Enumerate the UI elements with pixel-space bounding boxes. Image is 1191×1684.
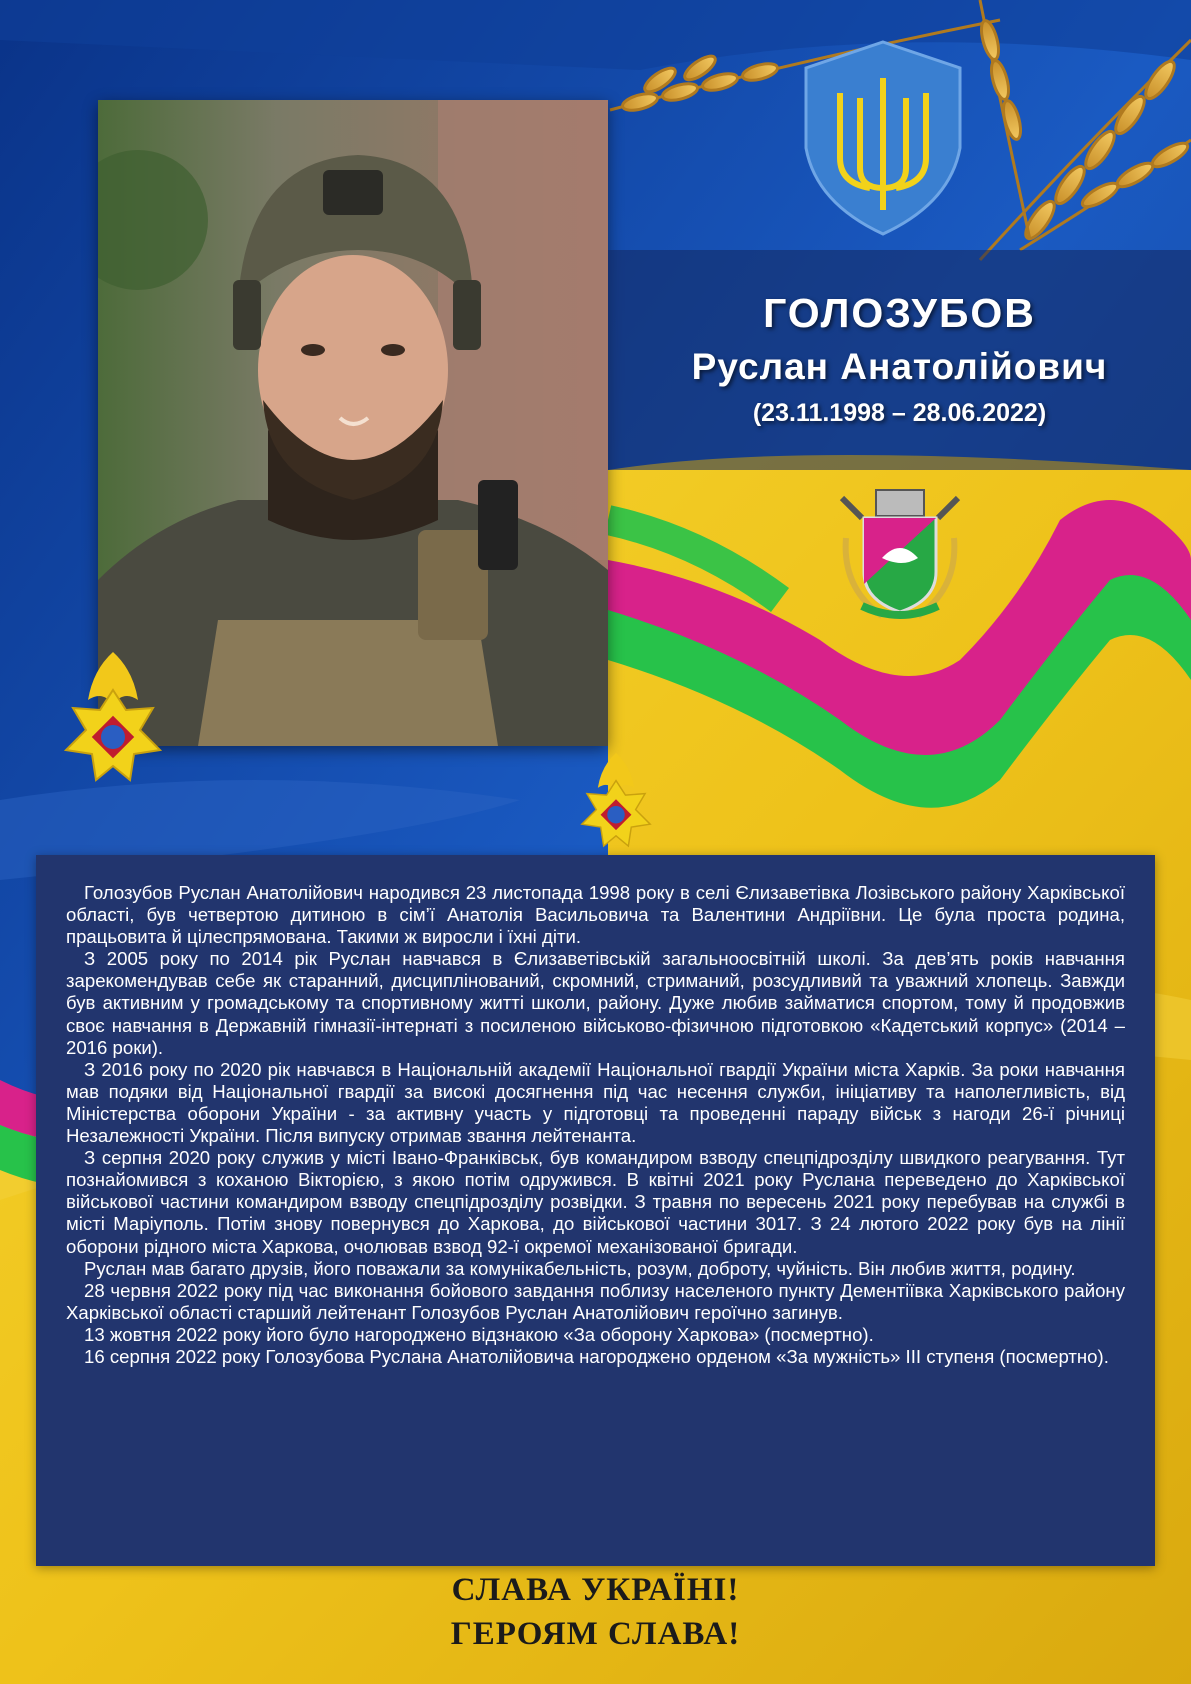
hero-life-dates: (23.11.1998 – 28.06.2022) — [752, 399, 1047, 427]
slogan-glory-heroes: ГЕРОЯМ СЛАВА! — [450, 1616, 741, 1652]
bio-paragraph: 28 червня 2022 року під час виконання бойового завдання поблизу населеного пункту Дементіївка Харківського району Харківської області старший лейтенант Голозубов Руслан Анатолійович героїчно загинув. — [66, 1279, 1125, 1323]
slogan-glory-ukraine: СЛАВА УКРАЇНІ! — [451, 1572, 740, 1608]
bio-paragraph: З 2005 року по 2014 рік Руслан навчався в Єлизаветівській загальноосвітній школі. За дев’ять років навчання зарекомендував себе як старанний, дисциплінований, скромний, стриманий, розсудливий та уважний хлопець. Завжди був активним у громадському та спортивному житті школи, району. Дуже любив займатися спортом, тому й продовжив своє навчання в Державній гімназії-інтернаті з посиленою військово-фізичною підготовкою «Кадетський корпус» (2014 – 2016 роки). — [66, 948, 1125, 1058]
bio-paragraph: Голозубов Руслан Анатолійович народився 23 листопада 1998 року в селі Єлизаветівка Лозівського району Харківської області, був четвертою дитиною в сім’ї Анатолія Васильовича та Валентини Андріївни. Це була проста родина, працьовита й цілеспрямована. Такими ж виросли і їхні діти. — [66, 882, 1125, 948]
hero-surname: ГОЛОЗУБОВ — [763, 290, 1036, 336]
tryzub-icon — [800, 38, 966, 238]
national-guard-icon — [576, 750, 656, 862]
bio-paragraph: 16 серпня 2022 року Голозубова Руслана Анатолійовича нагороджено орденом «За мужність» III ступеня (посмертно). — [84, 1345, 1109, 1367]
biography-text — [66, 882, 1125, 1368]
bio-paragraph: 13 жовтня 2022 року його було нагороджено відзнакою «За оборону Харкова» (посмертно). — [84, 1323, 874, 1345]
bio-paragraph: Руслан мав багато друзів, його поважали за комунікабельність, розум, доброту, чуйність. Він любив життя, родину. — [84, 1257, 1076, 1279]
portrait-photo — [98, 100, 608, 746]
bio-paragraph: З 2016 року по 2020 рік навчався в Національній академії Національної гвардії України міста Харків. За роки навчання мав подяки від Національної гвардії за високі досягнення під час несення служби, ініціативу та наполегливість, від Міністерства оборони України - за активну участь у підготовці та проведенні параду військ з нагоди 26-ї річниці Незалежності України. Після випуску отримав звання лейтенанта. — [66, 1058, 1125, 1147]
biography-panel — [36, 855, 1155, 1566]
city-coat-of-arms — [832, 488, 968, 624]
national-guard-icon — [58, 650, 168, 800]
hero-given-names: Руслан Анатолійович — [691, 346, 1108, 387]
bio-paragraph: З серпня 2020 року служив у місті Івано-Франківськ, був командиром взводу спецпідрозділу швидкого реагування. Тут познайомився з коханою Вікторією, з якою потім одружився. В квітні 2021 року Руслана переведено до Харківської військової частини командиром взводу спецпідрозділу розвідки. З травня по вересень 2021 року перебував на службі в місті Маріуполь. Потім знову повернувся до Харкова, до військової частини 3017. З 24 лютого 2022 року був на лінії оборони рідного міста Харкова, очолював взвод 92-ї окремої механізованої бригади. — [66, 1147, 1125, 1257]
